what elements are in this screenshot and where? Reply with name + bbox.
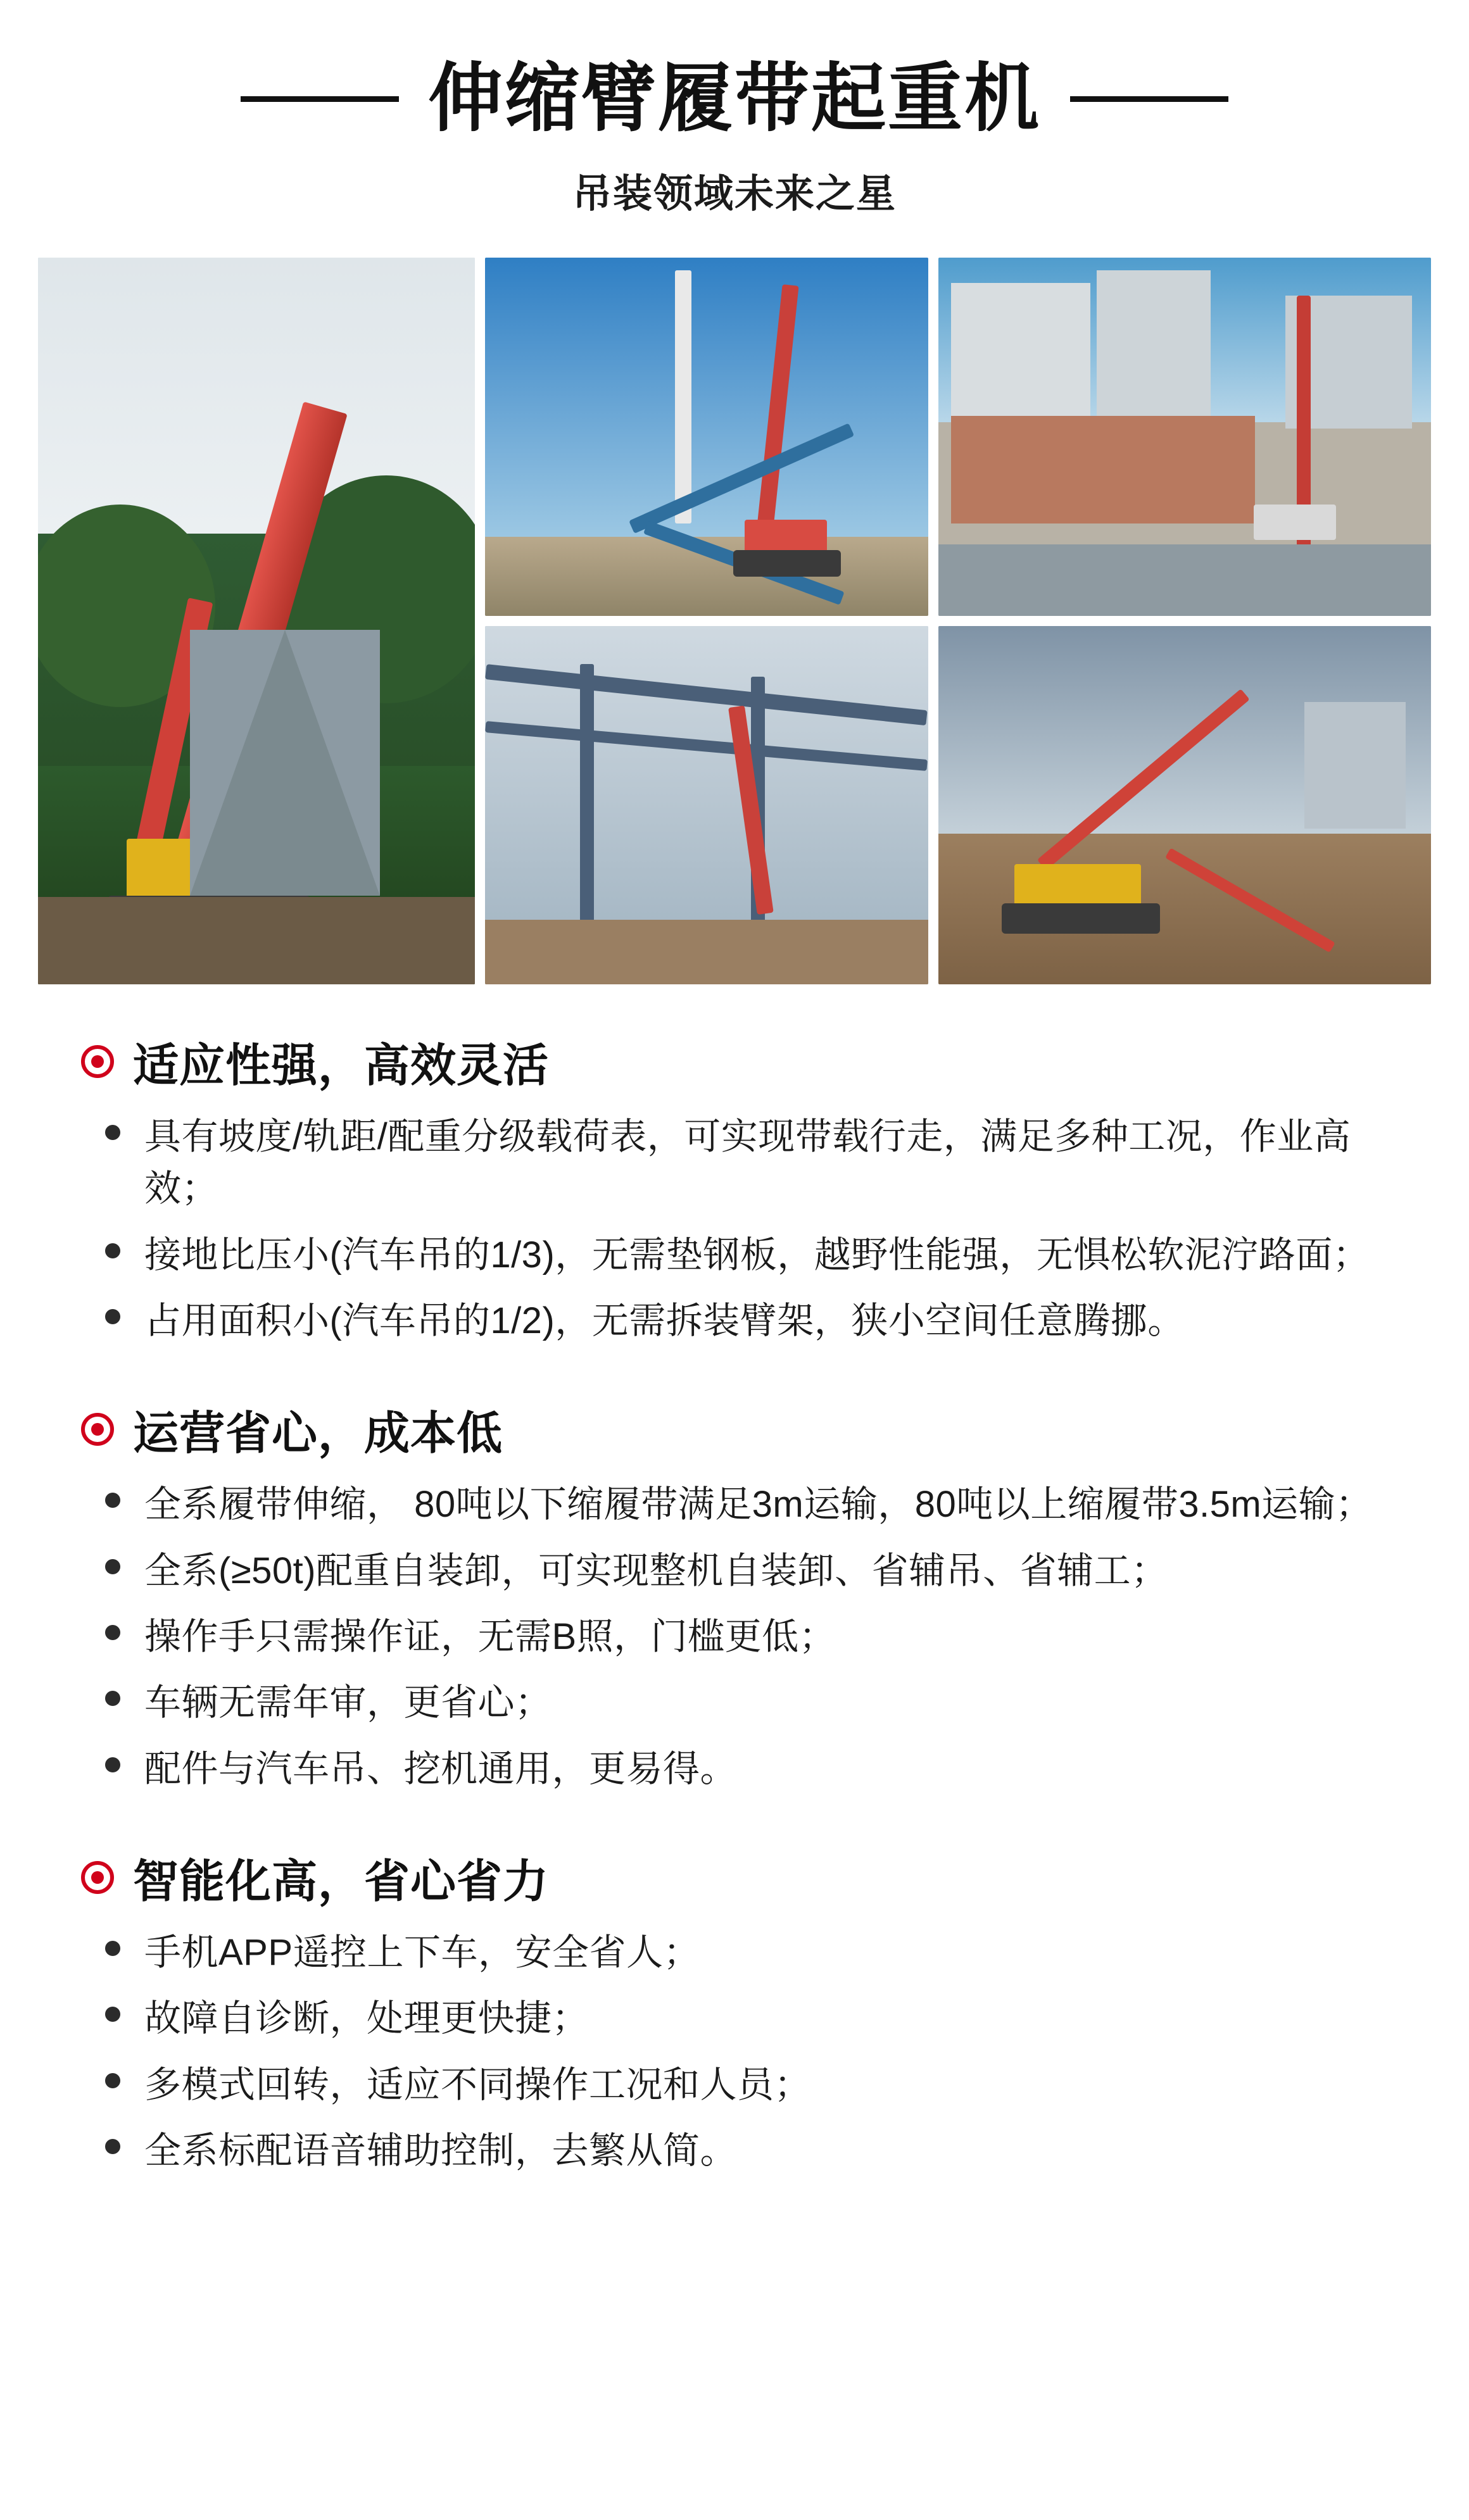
list-item <box>105 2059 1425 2111</box>
photo-gallery <box>38 258 1431 984</box>
section-item-list <box>44 1479 1425 1795</box>
list-item-text: 操作手只需操作证，无需B照，门槛更低； <box>144 1615 836 1657</box>
section-intelligence <box>44 1845 1425 2177</box>
section-item-list <box>44 1111 1425 1347</box>
list-item <box>105 1743 1425 1795</box>
title-rule-right <box>1070 96 1228 102</box>
list-item-text: 全系标配语音辅助控制，去繁从简。 <box>144 2130 738 2172</box>
dot-bullet-icon <box>105 1243 120 1258</box>
feature-sections <box>44 1029 1425 2178</box>
dot-bullet-icon <box>105 2073 120 2088</box>
title-row <box>0 58 1469 141</box>
photo-crane-wind-farm <box>485 258 928 616</box>
section-item-list <box>44 1927 1425 2177</box>
dot-bullet-icon <box>105 1625 120 1640</box>
list-item-text: 车辆无需年审，更省心； <box>144 1682 552 1724</box>
dot-bullet-icon <box>105 1493 120 1508</box>
page-subtitle: 吊装领域未来之星 <box>572 172 897 216</box>
list-item <box>105 1677 1425 1729</box>
list-item-text: 配件与汽车吊、挖机通用，更易得。 <box>144 1748 738 1790</box>
list-item <box>105 1111 1425 1215</box>
list-item <box>105 2125 1425 2177</box>
ring-bullet-icon <box>81 1413 114 1446</box>
list-item <box>105 1545 1425 1597</box>
list-item <box>105 1479 1425 1531</box>
dot-bullet-icon <box>105 1757 120 1772</box>
photo-crane-steel-structure <box>485 626 928 984</box>
section-title: 适应性强，高效灵活 <box>133 1040 550 1091</box>
page-title: 伸缩臂履带起重机 <box>427 57 1041 141</box>
dot-bullet-icon <box>105 1309 120 1324</box>
section-title: 运营省心，成本低 <box>133 1408 503 1460</box>
list-item-text: 占用面积小(汽车吊的1/2)，无需拆装臂架，狭小空间任意腾挪。 <box>144 1300 1185 1341</box>
list-item-text: 具有坡度/轨距/配重分级载荷表，可实现带载行走，满足多种工况，作业高效； <box>144 1115 1351 1210</box>
list-item-text: 全系(≥50t)配重自装卸，可实现整机自装卸、省辅吊、省辅工； <box>144 1550 1168 1591</box>
list-item <box>105 1611 1425 1663</box>
list-item <box>105 1295 1425 1347</box>
dot-bullet-icon <box>105 1125 120 1140</box>
section-header <box>81 1029 1425 1094</box>
dot-bullet-icon <box>105 1559 120 1574</box>
photo-crane-on-hillside <box>38 258 475 984</box>
gallery-row-bottom <box>485 626 1431 984</box>
ring-bullet-icon <box>81 1861 114 1894</box>
dot-bullet-icon <box>105 1941 120 1956</box>
dot-bullet-icon <box>105 1691 120 1706</box>
photo-crane-urban-site <box>938 258 1431 616</box>
list-item <box>105 1993 1425 2045</box>
section-title: 智能化高，省心省力 <box>133 1857 550 1908</box>
section-adaptability <box>44 1029 1425 1347</box>
list-item-text: 全系履带伸缩， 80吨以下缩履带满足3m运输，80吨以上缩履带3.5m运输； <box>144 1484 1373 1526</box>
list-item-text: 故障自诊断，处理更快捷； <box>144 1998 589 2040</box>
gallery-left-column <box>38 258 475 984</box>
list-item-text: 手机APP遥控上下车，安全省人； <box>144 1932 701 1974</box>
list-item-text: 接地比压小(汽车吊的1/3)，无需垫钢板，越野性能强，无惧松软泥泞路面； <box>144 1234 1370 1276</box>
section-header <box>81 1396 1425 1462</box>
list-item <box>105 1927 1425 1979</box>
gallery-right-column <box>485 258 1431 984</box>
ring-bullet-icon <box>81 1045 114 1078</box>
dot-bullet-icon <box>105 2007 120 2022</box>
photo-crane-concrete-pump <box>938 626 1431 984</box>
section-operating-cost <box>44 1396 1425 1795</box>
title-rule-left <box>241 96 399 102</box>
list-item <box>105 1229 1425 1281</box>
gallery-row-top <box>485 258 1431 616</box>
list-item-text: 多模式回转，适应不同操作工况和人员； <box>144 2064 812 2105</box>
section-header <box>81 1845 1425 1910</box>
poster-header <box>0 0 1469 218</box>
dot-bullet-icon <box>105 2139 120 2154</box>
